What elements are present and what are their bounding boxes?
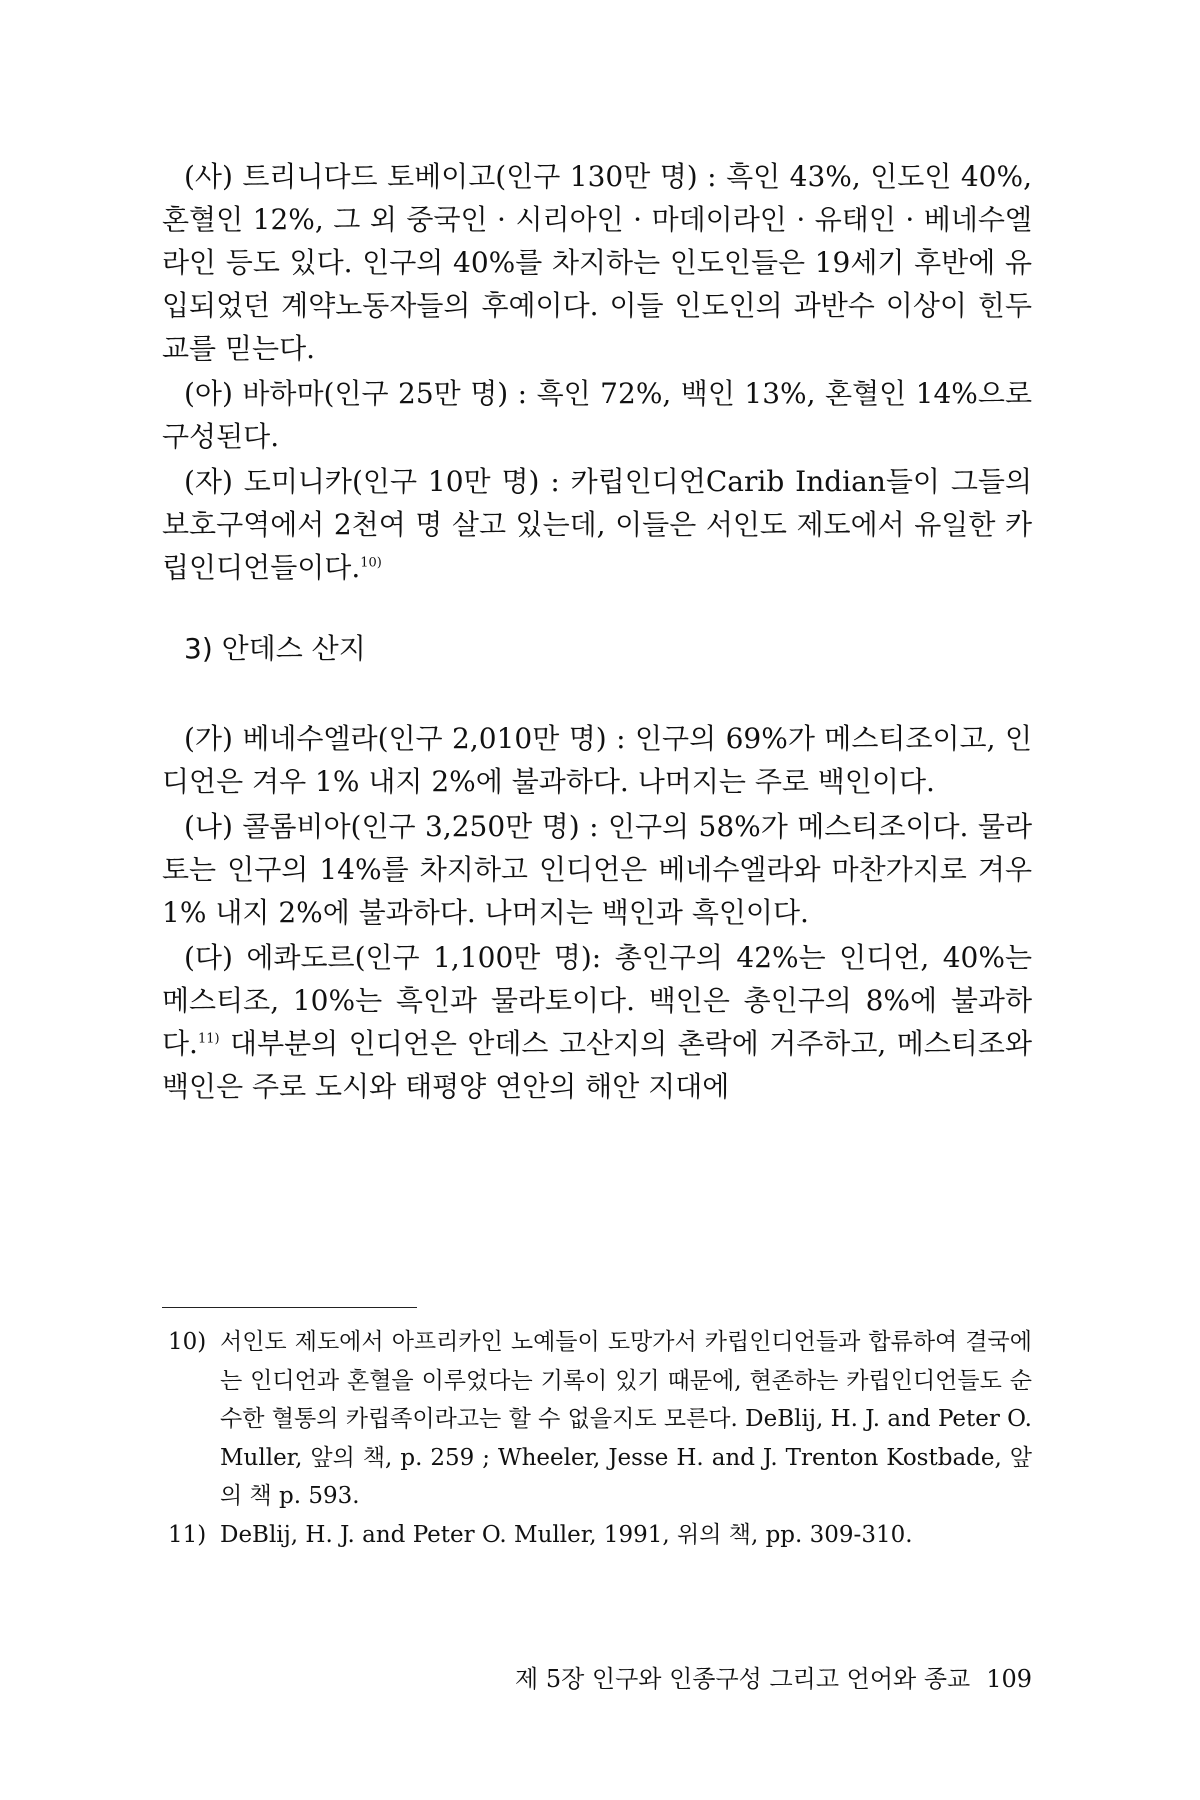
paragraph-ecuador-text-a: (다) 에콰도르(인구 1,100만 명): 총인구의 42%는 인디언, 40%는 메스티조, 10%는 흑인과 물라토이다. 백인은 총인구의 8%에 불과하다. [162, 941, 1032, 1060]
paragraph-colombia: (나) 콜롬비아(인구 3,250만 명) : 인구의 58%가 메스티조이다. 물라토는 인구의 14%를 차지하고 인디언은 베네수엘라와 마찬가지로 겨우 1% 내지 2%에 불과하다. 나머지는 백인과 흑인이다. [162, 810, 1032, 929]
footnote-ref-10: 10) [360, 555, 382, 571]
footnote-text: DeBlij, H. J. and Peter O. Muller, 1991, 위의 책, pp. 309-310. [220, 1521, 913, 1548]
footnote-ref-11: 11) [197, 1031, 220, 1047]
footnote-number: 10) [168, 1329, 207, 1355]
paragraph-dominica [162, 460, 1032, 589]
footnote-11 [162, 1516, 1032, 1555]
paragraph-trinidad: (사) 트리니다드 토베이고(인구 130만 명) : 흑인 43%, 인도인 40%, 혼혈인 12%, 그 외 중국인 · 시리아인 · 마데이라인 · 유태인 · 베네수엘라인 등도 있다. 인구의 40%를 차지하는 인도인들은 19세기 후반에 유입되었던 계약노동자들의 후예이다. 이들 인도인의 과반수 이상이 힌두교를 믿는다. [162, 160, 1032, 365]
paragraph-ecuador [162, 936, 1032, 1108]
paragraph-ecuador-text-b: 대부분의 인디언은 안데스 고산지의 촌락에 거주하고, 메스티조와 백인은 주로 도시와 태평양 연안의 해안 지대에 [162, 1027, 1032, 1103]
paragraph-bahamas: (아) 바하마(인구 25만 명) : 흑인 72%, 백인 13%, 혼혈인 14%으로 구성된다. [162, 377, 1032, 453]
paragraph-venezuela: (가) 베네수엘라(인구 2,010만 명) : 인구의 69%가 메스티조이고, 인디언은 겨우 1% 내지 2%에 불과하다. 나머지는 주로 백인이다. [162, 722, 1032, 798]
paragraph-dominica-text: (자) 도미니카(인구 10만 명) : 카립인디언Carib Indian들이 그들의 보호구역에서 2천여 명 살고 있는데, 이들은 서인도 제도에서 유일한 카립인디언들이다. [162, 465, 1032, 584]
footnote-10 [162, 1323, 1032, 1516]
page-number: 109 [986, 1665, 1032, 1693]
footnote-text: 서인도 제도에서 아프리카인 노예들이 도망가서 카립인디언들과 합류하여 결국에는 인디언과 혼혈을 이루었다는 기록이 있기 때문에, 현존하는 카립인디언들도 순수한 혈통의 카립족이라고는 할 수 없을지도 모른다. DeBlij, H. J. and Peter O. Muller, 앞의 책, p. 259 ; Wheeler, Jesse H. and J. Trenton Kostbade, 앞의 책 p. 593. [220, 1329, 1032, 1509]
footnote-number: 11) [168, 1521, 207, 1548]
running-head: 제 5장 인구와 인종구성 그리고 언어와 종교 [515, 1665, 971, 1693]
running-footer [415, 1662, 1032, 1696]
main-text [162, 155, 1032, 1108]
footnote-divider [162, 1307, 417, 1308]
section-heading-andes: 3) 안데스 산지 [184, 632, 366, 665]
footnotes [162, 1323, 1032, 1554]
